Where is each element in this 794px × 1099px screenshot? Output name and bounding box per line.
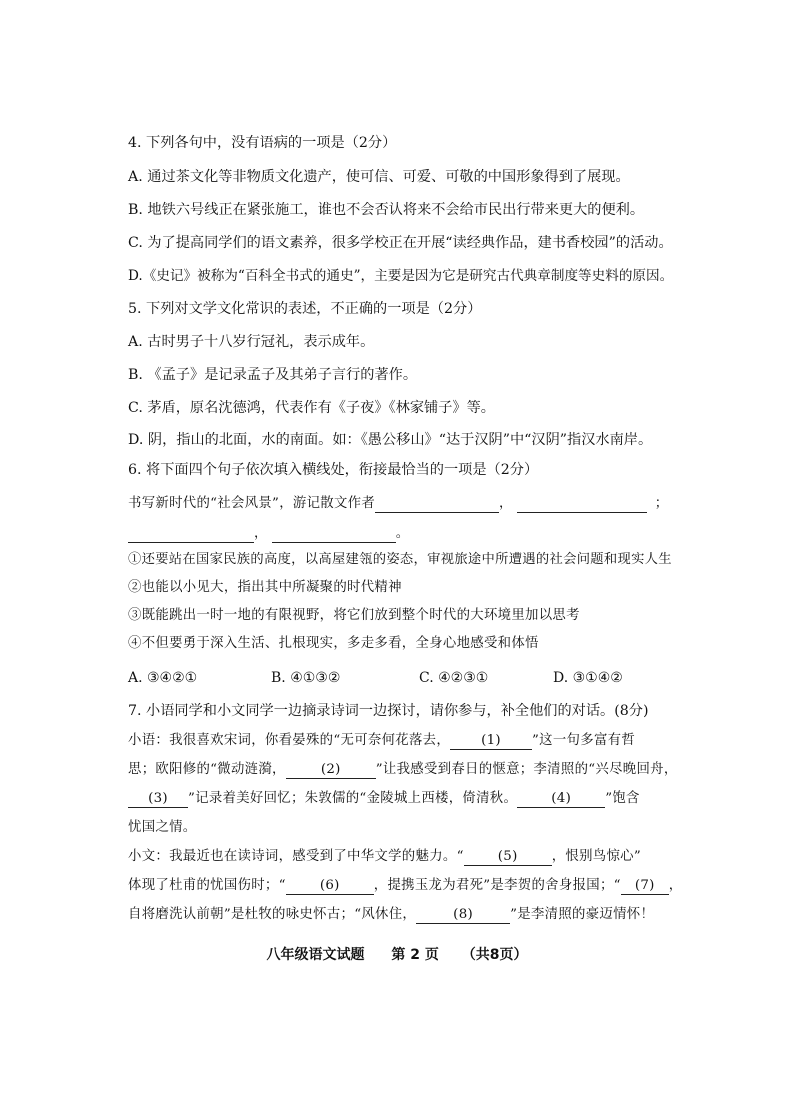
q7-xiaowen-intro: 小文：我最近也在读诗词，感受到了中华文学的魅力。“ xyxy=(128,849,464,864)
q7-line5-end: ，恨别鸟惊心” xyxy=(551,849,642,864)
q7-dialogue-line3 xyxy=(128,789,640,809)
q7-blank-6: (6) xyxy=(286,877,374,895)
q6-passage-line2 xyxy=(128,524,409,544)
q7-blank-1: (1) xyxy=(450,732,532,750)
q6-blank-4 xyxy=(272,525,396,543)
q7-dialogue-line1 xyxy=(128,731,635,751)
q4-option-d: D.《史记》被称为“百科全书式的通史”，主要是因为它是研究古代典章制度等史料的原因。 xyxy=(128,268,674,284)
q7-dialogue-line7 xyxy=(128,905,654,925)
q7-line2-end: ”让我感受到春日的惬意；李清照的“兴尽晚回舟， xyxy=(375,762,678,777)
q6-passage-line1 xyxy=(128,494,668,514)
q4-option-b: B. 地铁六号线正在紧张施工，谁也不会否认将来不会给市民出行带来更大的便利。 xyxy=(128,202,645,218)
q6-blank-2 xyxy=(517,495,647,513)
q6-sentence-4: ④不但要勇于深入生活、扎根现实，多走多看，全身心地感受和体悟 xyxy=(128,636,539,651)
q7-blank-3: (3) xyxy=(128,790,188,808)
q7-xiaoyu-intro: 小语：我很喜欢宋词，你看晏殊的“无可奈何花落去， xyxy=(128,733,451,748)
q6-comma-2: ， xyxy=(254,526,268,541)
q4-option-a: A. 通过茶文化等非物质文化遗产，使可信、可爱、可敬的中国形象得到了展现。 xyxy=(128,169,630,185)
q7-line6-end: ， xyxy=(668,878,683,893)
q4-stem: 4. 下列各句中，没有语病的一项是（2分） xyxy=(128,135,397,151)
q6-option-b: B. ④①③② xyxy=(271,670,341,686)
q7-line7-end: ”是李清照的豪迈情怀！ xyxy=(510,907,655,922)
q7-line2-start: 思；欧阳修的“微动涟漪， xyxy=(128,762,286,777)
q7-stem: 7. 小语同学和小文同学一边摘录诗词一边探讨，请你参与，补全他们的对话。(8分) xyxy=(128,703,649,719)
q5-stem: 5. 下列对文学文化常识的表述，不正确的一项是（2分） xyxy=(128,301,482,317)
q7-line7-start: 自将磨洗认前朝”是杜牧的咏史怀古；“风休住， xyxy=(128,907,417,922)
q6-option-d: D. ③①④② xyxy=(553,670,623,686)
q7-blank-5: (5) xyxy=(464,848,552,866)
q5-option-d: D. 阴，指山的北面，水的南面。如：《愚公移山》“达于汉阴”中“汉阴”指汉水南岸。 xyxy=(128,432,653,448)
q6-comma-1: ， xyxy=(499,496,513,511)
q6-passage-start: 书写新时代的“社会风景”，游记散文作者 xyxy=(128,496,376,511)
q7-line3-end: ”饱含 xyxy=(605,791,640,806)
q7-dialogue-line6 xyxy=(128,876,682,896)
q7-blank-2: (2) xyxy=(286,761,376,779)
q6-sentence-2: ②也能以小见大，指出其中所凝聚的时代精神 xyxy=(128,580,402,595)
q6-blank-3 xyxy=(128,525,254,543)
q6-semicolon: ； xyxy=(654,496,669,511)
q7-dialogue-line5 xyxy=(128,847,641,867)
q6-option-c: C. ④②③① xyxy=(419,670,489,686)
q6-option-a: A. ③④②① xyxy=(128,670,198,686)
q7-line1-end: ”这一句多富有哲 xyxy=(532,733,636,748)
q6-sentence-1: ①还要站在国家民族的高度，以高屋建瓴的姿态，审视旅途中所遭遇的社会问题和现实人生 xyxy=(128,552,672,567)
q7-dialogue-line2 xyxy=(128,760,678,780)
q7-dialogue-line4: 忧国之情。 xyxy=(128,820,197,835)
q7-line6-start: 体现了杜甫的忧国伤时；“ xyxy=(128,878,286,893)
q6-blank-1 xyxy=(375,495,499,513)
footer-page-number: 第 2 页 xyxy=(391,947,439,963)
q5-option-b: B. 《孟子》是记录孟子及其弟子言行的著作。 xyxy=(128,367,418,383)
q5-option-a: A. 古时男子十八岁行冠礼，表示成年。 xyxy=(128,334,375,350)
q6-period: 。 xyxy=(395,526,410,541)
q7-line3-mid: ”记录着美好回忆；朱敦儒的“金陵城上西楼，倚清秋。 xyxy=(188,791,518,806)
footer-total-pages: （共8页） xyxy=(461,947,528,963)
footer-title: 八年级语文试题 xyxy=(266,947,365,963)
q7-blank-7: (7) xyxy=(621,877,669,895)
page-footer xyxy=(0,944,794,964)
q7-blank-8: (8) xyxy=(416,906,510,924)
q6-stem: 6. 将下面四个句子依次填入横线处，衔接最恰当的一项是（2分） xyxy=(128,462,539,478)
q6-sentence-3: ③既能跳出一时一地的有限视野，将它们放到整个时代的大环境里加以思考 xyxy=(128,608,580,623)
q5-option-c: C. 茅盾，原名沈德鸿，代表作有《子夜》《林家铺子》等。 xyxy=(128,400,495,416)
q7-line6-mid: ，提携玉龙为君死”是李贺的舍身报国；“ xyxy=(373,878,621,893)
q7-blank-4: (4) xyxy=(517,790,605,808)
q4-option-c: C. 为了提高同学们的语文素养，很多学校正在开展“读经典作品，建书香校园”的活动。 xyxy=(128,235,673,251)
